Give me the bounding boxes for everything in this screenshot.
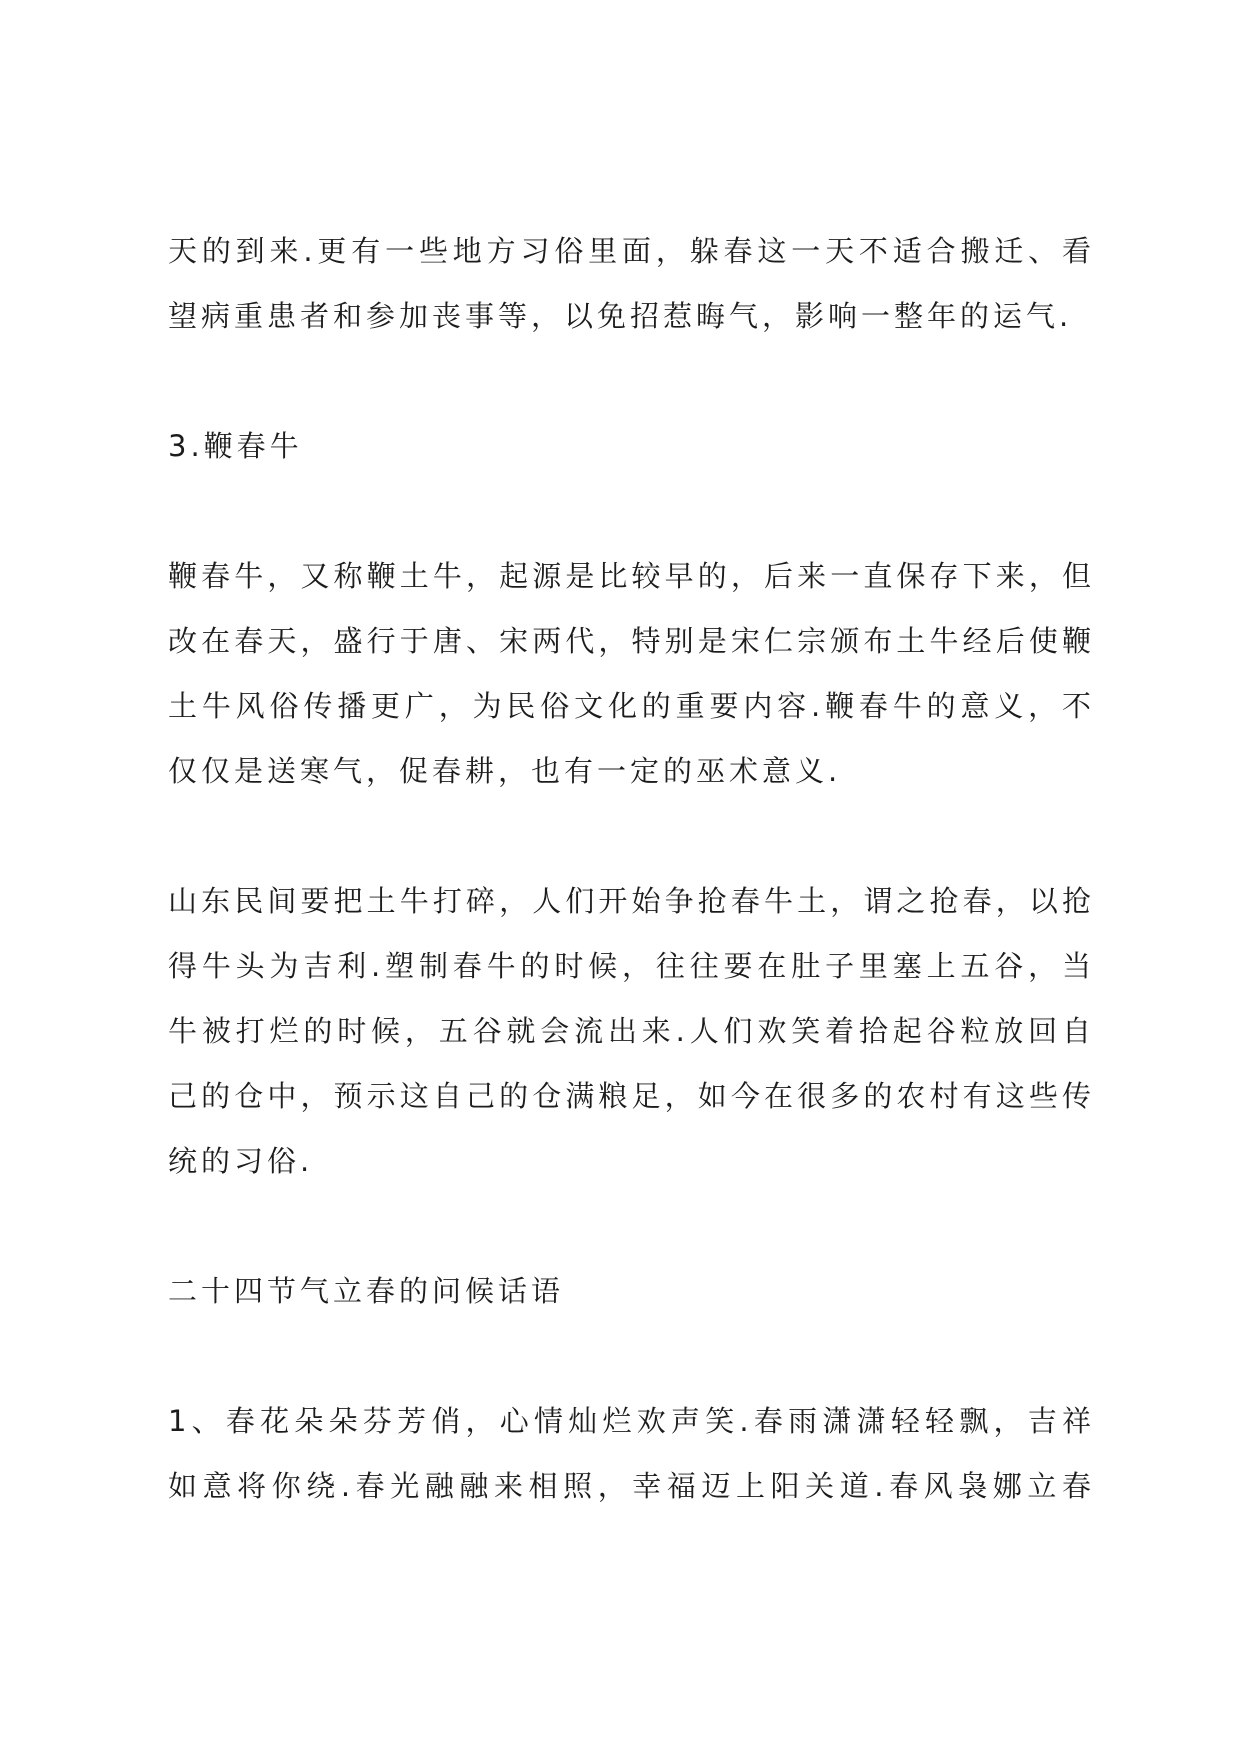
paragraph-line: 改在春天，盛行于唐、宋两代，特别是宋仁宗颁布土牛经后使鞭 xyxy=(168,624,1095,658)
paragraph xyxy=(168,544,1095,804)
paragraph-line: 如意将你绕.春光融融来相照，幸福迈上阳关道.春风袅娜立春 xyxy=(168,1469,1095,1503)
paragraph-line: 己的仓中，预示这自己的仓满粮足，如今在很多的农村有这些传 xyxy=(168,1079,1095,1113)
section-heading-text: 3.鞭春牛 xyxy=(168,429,303,463)
section-heading xyxy=(168,1259,1095,1324)
document-body xyxy=(168,219,1095,1584)
paragraph-line: 仅仅是送寒气，促春耕，也有一定的巫术意义. xyxy=(168,754,842,788)
paragraph-line: 山东民间要把土牛打碎，人们开始争抢春牛土，谓之抢春，以抢 xyxy=(168,884,1095,918)
section-heading-text: 二十四节气立春的问候话语 xyxy=(168,1274,565,1308)
paragraph xyxy=(168,869,1095,1194)
paragraph xyxy=(168,1389,1095,1519)
paragraph xyxy=(168,219,1095,349)
paragraph-line: 鞭春牛，又称鞭土牛，起源是比较早的，后来一直保存下来，但 xyxy=(168,559,1095,593)
paragraph-line: 1、春花朵朵芬芳俏，心情灿烂欢声笑.春雨潇潇轻轻飘，吉祥 xyxy=(168,1404,1095,1438)
paragraph-line: 望病重患者和参加丧事等，以免招惹晦气，影响一整年的运气. xyxy=(168,299,1073,333)
section-heading xyxy=(168,414,1095,479)
paragraph-line: 统的习俗. xyxy=(168,1144,314,1178)
paragraph-line: 天的到来.更有一些地方习俗里面，躲春这一天不适合搬迁、看 xyxy=(168,234,1095,268)
paragraph-line: 牛被打烂的时候，五谷就会流出来.人们欢笑着拾起谷粒放回自 xyxy=(168,1014,1095,1048)
paragraph-line: 得牛头为吉利.塑制春牛的时候，往往要在肚子里塞上五谷，当 xyxy=(168,949,1095,983)
paragraph-line: 土牛风俗传播更广，为民俗文化的重要内容.鞭春牛的意义，不 xyxy=(168,689,1095,723)
